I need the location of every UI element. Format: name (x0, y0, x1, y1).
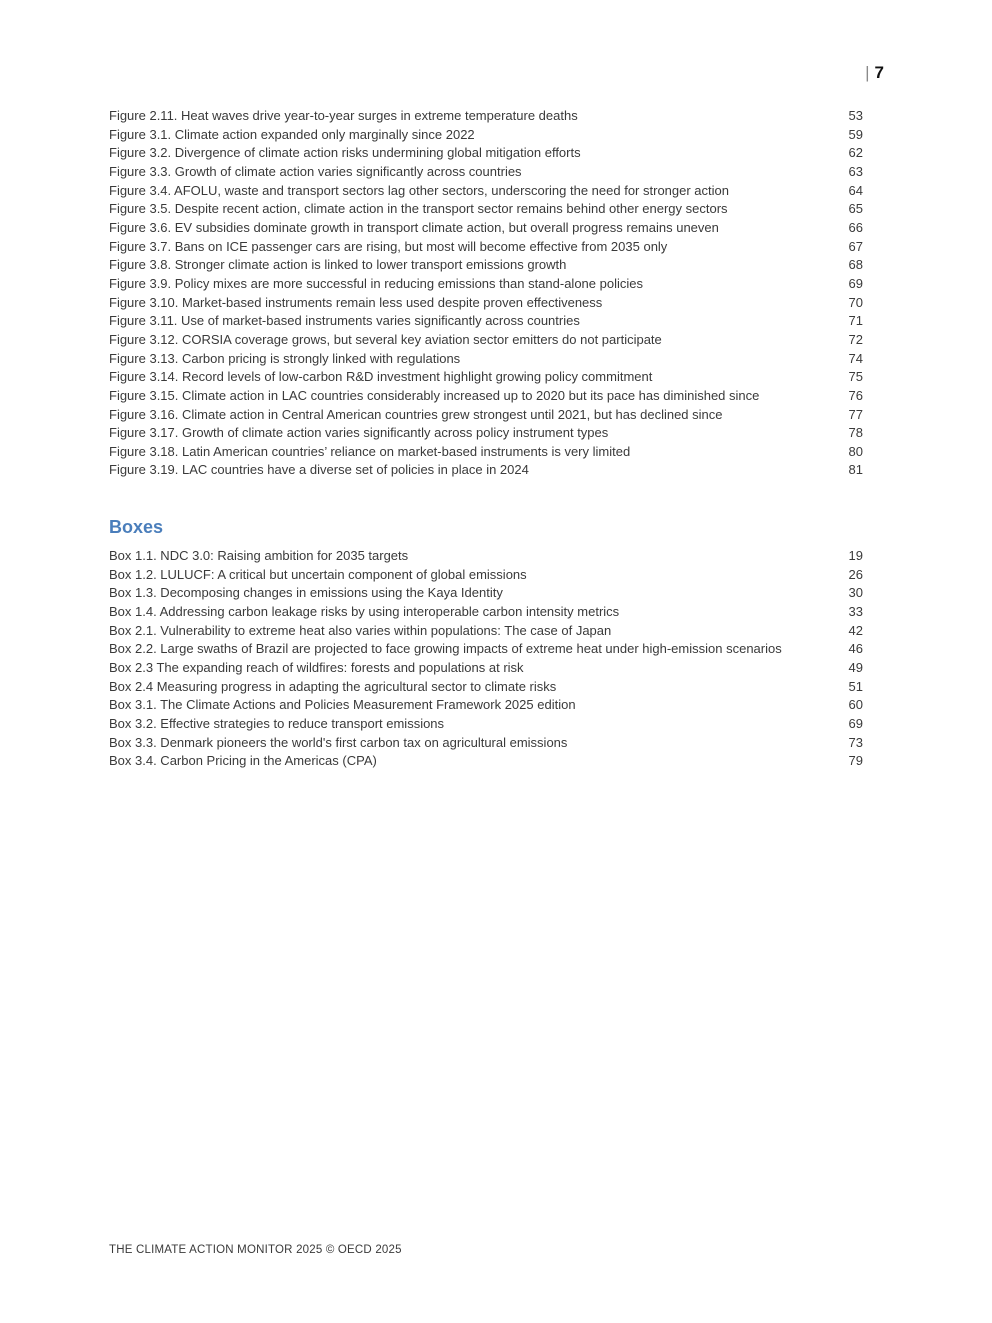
figure-toc-entry[interactable] (109, 219, 863, 238)
figure-toc-entry-page-number: 74 (848, 350, 863, 366)
figure-toc-entry-title: Figure 3.9. Policy mixes are more successful in reducing emissions than stand-alone policies (109, 275, 643, 291)
figure-toc-entry-page-number: 67 (848, 238, 863, 254)
figure-toc-entry-page-number: 70 (848, 294, 863, 310)
box-toc-entry[interactable] (109, 752, 863, 771)
header-page-number: 7 (874, 63, 884, 82)
box-toc-entry-title: Box 1.4. Addressing carbon leakage risks by using interoperable carbon intensity metrics (109, 604, 620, 620)
box-toc-entry[interactable] (109, 547, 863, 566)
figure-toc-entry[interactable] (109, 144, 863, 163)
box-toc-entry-page-number: 33 (848, 604, 863, 620)
box-toc-entry-page-number: 26 (848, 566, 863, 582)
figure-toc-entry[interactable] (109, 275, 863, 294)
figure-toc-entry-title: Figure 3.4. AFOLU, waste and transport sectors lag other sectors, underscoring the need for stronger action (109, 182, 729, 198)
figure-toc-entry-page-number: 75 (848, 369, 863, 385)
figure-toc-entry[interactable] (109, 256, 863, 275)
box-toc-entry[interactable] (109, 584, 863, 603)
box-toc-entry[interactable] (109, 696, 863, 715)
figure-toc-entry-title: Figure 3.3. Growth of climate action varies significantly across countries (109, 163, 522, 179)
box-toc-entry-title: Box 3.4. Carbon Pricing in the Americas (CPA) (109, 753, 377, 769)
figure-toc-entry[interactable] (109, 331, 863, 350)
figure-toc-entry[interactable] (109, 312, 863, 331)
figure-toc-entry-title: Figure 3.15. Climate action in LAC countries considerably increased up to 2020 but its pace has diminished since (109, 387, 760, 403)
figure-toc-entry[interactable] (109, 182, 863, 201)
figure-toc-entry[interactable] (109, 163, 863, 182)
box-toc-entry-title: Box 1.3. Decomposing changes in emissions using the Kaya Identity (109, 585, 503, 601)
figure-toc-entry-title: Figure 3.13. Carbon pricing is strongly linked with regulations (109, 350, 461, 366)
figure-toc-entry-page-number: 76 (848, 387, 863, 403)
box-toc-entry[interactable] (109, 715, 863, 734)
figure-toc-entry-page-number: 72 (848, 331, 863, 347)
box-toc-entry-page-number: 51 (848, 678, 863, 694)
figure-toc-entry[interactable] (109, 200, 863, 219)
figure-toc-entry-title: Figure 3.6. EV subsidies dominate growth in transport climate action, but overall progress remains uneven (109, 219, 719, 235)
box-toc-entry-title: Box 3.2. Effective strategies to reduce transport emissions (109, 716, 445, 732)
figure-toc-entry-title: Figure 3.7. Bans on ICE passenger cars are rising, but most will become effective from 2035 only (109, 238, 668, 254)
figure-toc-entry-page-number: 59 (848, 126, 863, 142)
box-toc-entry-page-number: 69 (848, 716, 863, 732)
figure-toc-entry-page-number: 80 (848, 443, 863, 459)
figure-toc-entry-page-number: 64 (848, 182, 863, 198)
box-toc-entry-page-number: 79 (848, 753, 863, 769)
figure-toc-entry-page-number: 77 (848, 406, 863, 422)
box-toc-entry-page-number: 30 (848, 585, 863, 601)
box-toc-entry-title: Box 2.3 The expanding reach of wildfires: forests and populations at risk (109, 660, 524, 676)
figure-toc-entry[interactable] (109, 368, 863, 387)
box-toc-entry[interactable] (109, 603, 863, 622)
box-toc-entry-page-number: 73 (848, 734, 863, 750)
page-footer: THE CLIMATE ACTION MONITOR 2025 © OECD 2025 (109, 1244, 402, 1256)
figure-toc-entry-title: Figure 3.16. Climate action in Central American countries grew strongest until 2021, but has declined since (109, 406, 723, 422)
figure-toc-entry-page-number: 71 (848, 313, 863, 329)
figure-toc-entry-title: Figure 3.17. Growth of climate action varies significantly across policy instrument types (109, 425, 609, 441)
box-toc-entry-title: Box 2.4 Measuring progress in adapting the agricultural sector to climate risks (109, 678, 557, 694)
box-toc-entry[interactable] (109, 566, 863, 585)
box-toc-entry[interactable] (109, 640, 863, 659)
page-header (0, 62, 884, 84)
figure-toc-entry[interactable] (109, 406, 863, 425)
figure-toc-entry[interactable] (109, 424, 863, 443)
figure-toc-entry-title: Figure 3.12. CORSIA coverage grows, but several key aviation sector emitters do not participate (109, 331, 662, 347)
box-toc-entry[interactable] (109, 678, 863, 697)
figure-toc-entry-page-number: 63 (848, 163, 863, 179)
figure-toc-entry[interactable] (109, 294, 863, 313)
figures-list (109, 107, 863, 480)
figure-toc-entry-page-number: 66 (848, 219, 863, 235)
figure-toc-entry-title: Figure 3.10. Market-based instruments remain less used despite proven effectiveness (109, 294, 603, 310)
box-toc-entry[interactable] (109, 659, 863, 678)
figure-toc-entry-page-number: 68 (848, 257, 863, 273)
figure-toc-entry[interactable] (109, 443, 863, 462)
figure-toc-entry-title: Figure 3.11. Use of market-based instruments varies significantly across countries (109, 313, 580, 329)
figure-toc-entry-title: Figure 3.1. Climate action expanded only marginally since 2022 (109, 126, 475, 142)
box-toc-entry-page-number: 46 (848, 641, 863, 657)
figure-toc-entry-title: Figure 3.19. LAC countries have a diverse set of policies in place in 2024 (109, 462, 529, 478)
figure-toc-entry-page-number: 69 (848, 275, 863, 291)
figure-toc-entry[interactable] (109, 238, 863, 257)
box-toc-entry-title: Box 3.1. The Climate Actions and Policies Measurement Framework 2025 edition (109, 697, 576, 713)
figure-toc-entry-title: Figure 3.18. Latin American countries’ reliance on market-based instruments is very limited (109, 443, 631, 459)
figure-toc-entry-page-number: 53 (848, 108, 863, 123)
table-of-contents (109, 107, 863, 771)
box-toc-entry[interactable] (109, 622, 863, 641)
box-toc-entry-page-number: 19 (848, 548, 863, 564)
figure-toc-entry[interactable] (109, 350, 863, 369)
figure-toc-entry-title: Figure 3.14. Record levels of low-carbon R&D investment highlight growing policy commitment (109, 369, 653, 385)
boxes-list (109, 547, 863, 771)
figure-toc-entry-page-number: 65 (848, 201, 863, 217)
box-toc-entry-title: Box 3.3. Denmark pioneers the world's first carbon tax on agricultural emissions (109, 734, 568, 750)
box-toc-entry[interactable] (109, 734, 863, 753)
header-separator: | (865, 63, 870, 82)
figure-toc-entry-page-number: 78 (848, 425, 863, 441)
figure-toc-entry-title: Figure 3.5. Despite recent action, climate action in the transport sector remains behind other energy sectors (109, 201, 728, 217)
box-toc-entry-title: Box 2.1. Vulnerability to extreme heat also varies within populations: The case of Japan (109, 622, 612, 638)
boxes-section-heading: Boxes (109, 517, 164, 538)
figure-toc-entry[interactable] (109, 461, 863, 480)
figure-toc-entry-title: Figure 3.8. Stronger climate action is linked to lower transport emissions growth (109, 257, 567, 273)
box-toc-entry-title: Box 1.1. NDC 3.0: Raising ambition for 2035 targets (109, 548, 409, 564)
box-toc-entry-page-number: 60 (848, 697, 863, 713)
figure-toc-entry-page-number: 62 (848, 145, 863, 161)
figure-toc-entry-page-number: 81 (848, 462, 863, 478)
box-toc-entry-title: Box 1.2. LULUCF: A critical but uncertain component of global emissions (109, 566, 527, 582)
figure-toc-entry-title: Figure 2.11. Heat waves drive year-to-year surges in extreme temperature deaths (109, 108, 578, 123)
box-toc-entry-title: Box 2.2. Large swaths of Brazil are projected to face growing impacts of extreme heat under high-emission scenarios (109, 641, 782, 657)
figure-toc-entry[interactable] (109, 107, 863, 126)
figure-toc-entry-title: Figure 3.2. Divergence of climate action risks undermining global mitigation efforts (109, 145, 581, 161)
box-toc-entry-page-number: 49 (848, 660, 863, 676)
figure-toc-entry[interactable] (109, 387, 863, 406)
figure-toc-entry[interactable] (109, 126, 863, 145)
box-toc-entry-page-number: 42 (848, 622, 863, 638)
